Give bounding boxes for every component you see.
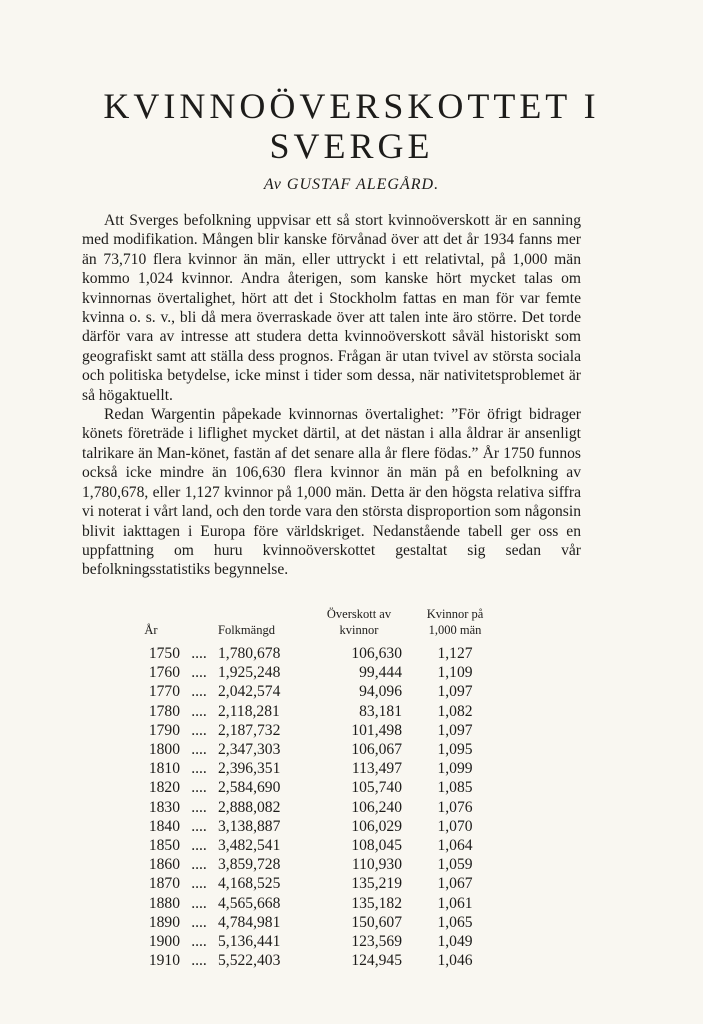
cell-population: 3,859,728 bbox=[218, 856, 281, 874]
table-row bbox=[122, 721, 490, 740]
cell-ratio: 1,059 bbox=[437, 856, 473, 874]
cell-ratio: 1,046 bbox=[437, 952, 473, 970]
cell-leader: .... bbox=[191, 645, 207, 662]
cell-leader: .... bbox=[191, 760, 207, 778]
table-row bbox=[122, 913, 490, 932]
header-ratio-line2: 1,000 män bbox=[428, 623, 482, 637]
cell-excess: 83,181 bbox=[359, 702, 402, 720]
cell-population: 2,347,303 bbox=[218, 741, 281, 759]
cell-ratio: 1,061 bbox=[437, 894, 473, 912]
table-body bbox=[122, 644, 490, 970]
header-excess-line2: kvinnor bbox=[339, 623, 379, 637]
cell-excess: 124,945 bbox=[351, 952, 402, 970]
cell-leader: .... bbox=[191, 721, 207, 739]
cell-ratio: 1,095 bbox=[437, 741, 473, 759]
table-row bbox=[122, 798, 490, 817]
table-header-row bbox=[122, 606, 490, 644]
table-row bbox=[122, 894, 490, 913]
table-row bbox=[122, 874, 490, 893]
cell-population: 2,396,351 bbox=[218, 760, 281, 778]
population-table bbox=[122, 606, 490, 970]
table-row bbox=[122, 740, 490, 759]
cell-excess: 110,930 bbox=[351, 856, 402, 874]
cell-excess: 108,045 bbox=[351, 837, 402, 855]
article-title: KVINNOÖVERSKOTTET I SVERGE bbox=[103, 86, 600, 166]
cell-excess: 135,182 bbox=[351, 894, 402, 912]
header-excess-line1: Överskott av bbox=[326, 607, 392, 621]
table-row bbox=[122, 644, 490, 663]
cell-population: 1,780,678 bbox=[218, 645, 281, 662]
cell-year: 1760 bbox=[148, 664, 180, 682]
cell-year: 1820 bbox=[148, 779, 180, 797]
header-excess bbox=[298, 606, 420, 644]
table-row bbox=[122, 951, 490, 970]
cell-population: 1,925,248 bbox=[218, 664, 281, 682]
cell-leader: .... bbox=[191, 894, 207, 912]
article-byline: Av GUSTAF ALEGÅRD. bbox=[263, 176, 440, 193]
cell-year: 1860 bbox=[148, 856, 180, 874]
cell-year: 1800 bbox=[148, 741, 180, 759]
table-row bbox=[122, 759, 490, 778]
cell-ratio: 1,064 bbox=[437, 837, 473, 855]
cell-year: 1890 bbox=[148, 913, 180, 931]
table-row bbox=[122, 932, 490, 951]
cell-excess: 123,569 bbox=[351, 933, 402, 951]
cell-leader: .... bbox=[191, 664, 207, 682]
cell-population: 5,522,403 bbox=[218, 952, 281, 970]
cell-leader: .... bbox=[191, 817, 207, 835]
cell-ratio: 1,099 bbox=[437, 760, 473, 778]
cell-leader: .... bbox=[191, 798, 207, 816]
paragraph-intro: Att Sverges befolkning uppvisar ett så stort kvinnoöverskott är en sanning med modifikation. Mången blir kanske förvånad över att det år 1934 fanns mer än 73,710 flera kvinnor än män, eller uttryckt i ett relativtal, på 1,000 män kommo 1,024 kvinnor. Andra återigen, som kanske hört mycket talas om kvinnornas övertalighet, hört att det i Stockholm fattas en man för var femte kvinna o. s. v., bli då mera överraskade över att talen inte äro större. Det torde därför vara av intresse att studera detta kvinnoöverskott såväl historiskt som geografiskt samt att ställa dess prognos. Frågan är utan tvivel av största sociala och politiska betydelse, icke minst i tider som dessa, när nativitetsproblemet är så högaktuellt. bbox=[82, 212, 581, 404]
table-row bbox=[122, 855, 490, 874]
cell-leader: .... bbox=[191, 702, 207, 720]
cell-year: 1870 bbox=[148, 875, 180, 893]
header-ratio bbox=[420, 606, 490, 644]
cell-ratio: 1,065 bbox=[437, 913, 473, 931]
cell-year: 1750 bbox=[148, 645, 180, 662]
cell-excess: 135,219 bbox=[351, 875, 402, 893]
cell-leader: .... bbox=[191, 856, 207, 874]
table-row bbox=[122, 778, 490, 797]
cell-leader: .... bbox=[191, 933, 207, 951]
cell-ratio: 1,067 bbox=[437, 875, 473, 893]
table-row bbox=[122, 663, 490, 682]
cell-ratio: 1,082 bbox=[437, 702, 473, 720]
cell-excess: 101,498 bbox=[351, 721, 402, 739]
cell-leader: .... bbox=[191, 875, 207, 893]
cell-excess: 99,444 bbox=[359, 664, 402, 682]
cell-leader: .... bbox=[191, 913, 207, 931]
cell-excess: 94,096 bbox=[359, 683, 402, 701]
cell-year: 1780 bbox=[148, 702, 180, 720]
cell-excess: 106,630 bbox=[351, 645, 402, 662]
cell-excess: 106,240 bbox=[351, 798, 402, 816]
cell-population: 5,136,441 bbox=[218, 933, 281, 951]
cell-population: 3,482,541 bbox=[218, 837, 281, 855]
cell-leader: .... bbox=[191, 779, 207, 797]
paragraph-wargentin: Redan Wargentin påpekade kvinnornas övertalighet: ”För öfrigt bidrager könets företräde i liflighet mycket därtil, at det nästan i alla åldrar är ansenligt talrikare än Man-könet, fastän af det senare alla år flere födas.” År 1750 funnos också icke mindre än 106,630 flera kvinnor än män på en befolkning av 1,780,678, eller 1,127 kvinnor på 1,000 män. Detta är den högsta relativa siffra vi noterat i vårt land, och den torde vara den största disproportion som någonsin blivit iakttagen i Europa före världskriget. Nedanstående tabell ger oss en uppfattning om huru kvinnoöverskottet gestaltat sig sedan vår befolkningsstatistiks begynnelse. bbox=[82, 406, 581, 579]
cell-ratio: 1,127 bbox=[437, 645, 473, 662]
cell-ratio: 1,070 bbox=[437, 817, 473, 835]
cell-ratio: 1,097 bbox=[437, 721, 473, 739]
cell-population: 2,888,082 bbox=[218, 798, 281, 816]
table-row bbox=[122, 817, 490, 836]
cell-population: 2,187,732 bbox=[218, 721, 281, 739]
cell-year: 1830 bbox=[148, 798, 180, 816]
cell-population: 4,565,668 bbox=[218, 894, 281, 912]
table-row bbox=[122, 836, 490, 855]
cell-year: 1880 bbox=[148, 894, 180, 912]
cell-excess: 106,067 bbox=[351, 741, 402, 759]
cell-excess: 113,497 bbox=[351, 760, 402, 778]
cell-leader: .... bbox=[191, 683, 207, 701]
cell-year: 1850 bbox=[148, 837, 180, 855]
cell-year: 1910 bbox=[148, 952, 180, 970]
article-body bbox=[82, 211, 581, 580]
cell-leader: .... bbox=[191, 741, 207, 759]
table-row bbox=[122, 682, 490, 701]
table-row bbox=[122, 702, 490, 721]
cell-year: 1810 bbox=[148, 760, 180, 778]
cell-year: 1770 bbox=[148, 683, 180, 701]
cell-population: 2,584,690 bbox=[218, 779, 281, 797]
cell-excess: 150,607 bbox=[351, 913, 402, 931]
cell-ratio: 1,049 bbox=[437, 933, 473, 951]
cell-ratio: 1,097 bbox=[437, 683, 473, 701]
cell-year: 1900 bbox=[148, 933, 180, 951]
cell-year: 1790 bbox=[148, 721, 180, 739]
cell-leader: .... bbox=[191, 952, 207, 970]
cell-population: 2,118,281 bbox=[218, 702, 280, 720]
cell-population: 4,168,525 bbox=[218, 875, 281, 893]
cell-population: 3,138,887 bbox=[218, 817, 281, 835]
cell-excess: 106,029 bbox=[351, 817, 402, 835]
cell-ratio: 1,076 bbox=[437, 798, 473, 816]
cell-year: 1840 bbox=[148, 817, 180, 835]
cell-excess: 105,740 bbox=[351, 779, 402, 797]
header-population: Folkmängd bbox=[218, 623, 275, 637]
cell-population: 4,784,981 bbox=[218, 913, 281, 931]
cell-population: 2,042,574 bbox=[218, 683, 281, 701]
header-year: År bbox=[144, 623, 158, 637]
cell-leader: .... bbox=[191, 837, 207, 855]
header-ratio-line1: Kvinnor på bbox=[426, 607, 484, 621]
cell-ratio: 1,109 bbox=[437, 664, 473, 682]
cell-ratio: 1,085 bbox=[437, 779, 473, 797]
